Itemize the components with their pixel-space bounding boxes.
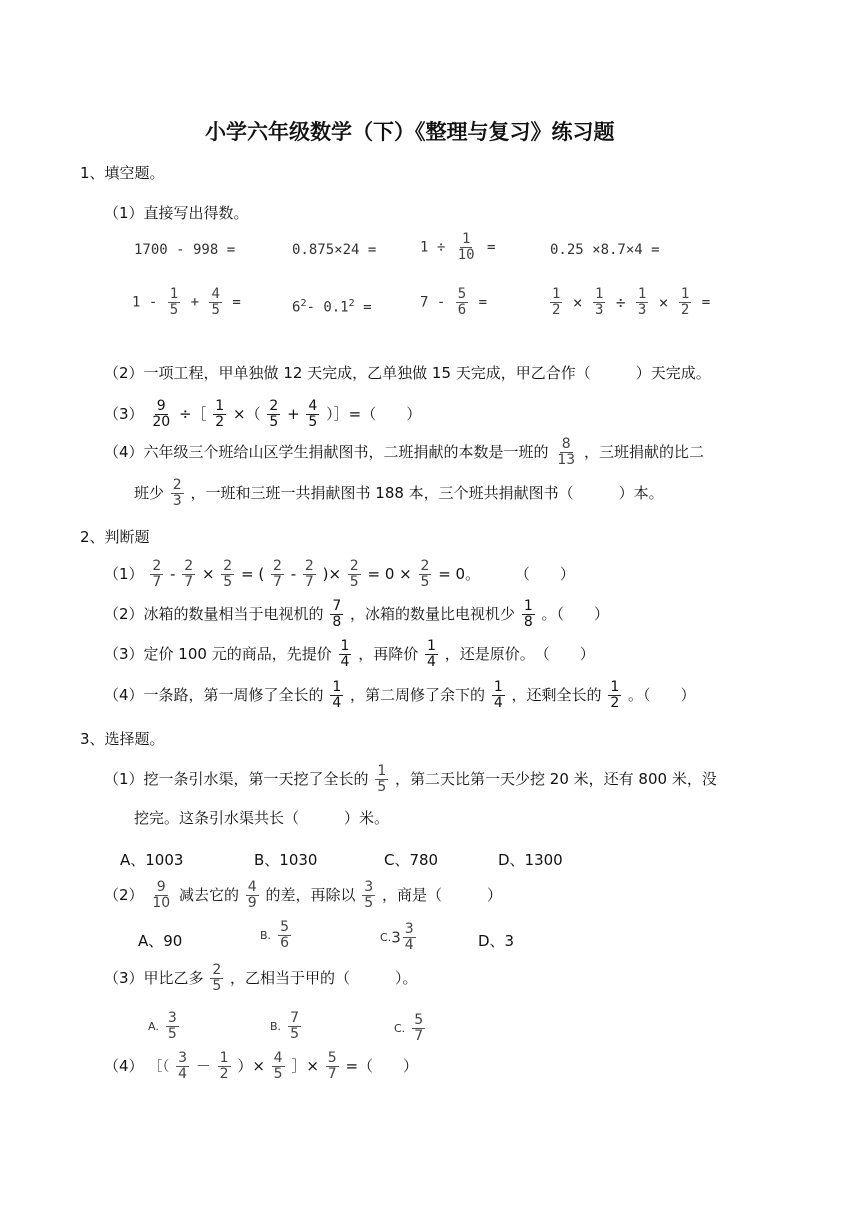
s3-q2: （2） $\frac{9}{10}$ 减去它的 $\frac{4}{9}$ 的差，再除以 $\frac{3}{5}$ ，商是（ ） bbox=[104, 879, 502, 911]
s2-q2: （2）冰箱的数量相当于电视机的 $\frac{7}{8}$ ，冰箱的数量比电视机少 $\frac{1}{8}$ 。（ ） bbox=[104, 598, 610, 630]
s3-q2-option-c: C.3 $\frac{3}{4}$ bbox=[380, 921, 414, 953]
s2-q4: （4）一条路，第一周修了全长的 $\frac{1}{4}$ ，第二周修了余下的 $\frac{1}{4}$ ，还剩全长的 $\frac{1}{2}$ 。（ ） bbox=[104, 679, 696, 711]
s2-q1: （1） $\frac{2}{7}$ - $\frac{2}{7}$ × $\frac{2}{5}$ = ( $\frac{2}{7}$ - $\frac{2}{7}$ )× $\frac{2}{5}$ = 0 × $\frac{2}{5}$ = 0。 （ ） bbox=[104, 558, 575, 590]
s3-q1-line1: （1）挖一条引水渠，第一天挖了全长的 $\frac{1}{5}$ ，第二天比第一天少挖 20 米，还有 800 米，没 bbox=[104, 763, 717, 795]
s3-q3-option-b: B. $\frac{7}{5}$ bbox=[270, 1010, 300, 1042]
calc-c: 1 ÷ $\frac{1}{10}$ = bbox=[420, 231, 496, 263]
s1-q2: （2）一项工程，甲单独做 12 天完成，乙单独做 15 天完成，甲乙合作（ ）天完成。 bbox=[104, 364, 711, 382]
page-title: 小学六年级数学（下）《整理与复习》练习题 bbox=[205, 120, 615, 144]
s1-q1-label: （1）直接写出得数。 bbox=[104, 204, 249, 222]
s1-q3: （3） $\frac{9}{20}$ ÷［ $\frac{1}{2}$ ×（ $\frac{2}{5}$ + $\frac{4}{5}$ ）］=（ ） bbox=[104, 398, 422, 430]
calc-e: 1 - $\frac{1}{5}$ + $\frac{4}{5}$ = bbox=[132, 286, 241, 318]
calc-h: $\frac{1}{2}$ × $\frac{1}{3}$ ÷ $\frac{1}{3}$ × $\frac{1}{2}$ = bbox=[552, 286, 711, 318]
s3-q3-option-c: C. $\frac{5}{7}$ bbox=[394, 1012, 424, 1044]
calc-g: 7 - $\frac{5}{6}$ = bbox=[420, 286, 488, 318]
s3-q2-option-b: B. $\frac{5}{6}$ bbox=[260, 919, 290, 951]
s3-q1-option-a: A、1003 bbox=[120, 851, 184, 869]
calc-f: $6^2-$ $0.1^2$ = bbox=[292, 298, 372, 316]
s3-q1-option-d: D、1300 bbox=[498, 851, 563, 869]
s3-q4: （4） ［（ $\frac{3}{4}$ － $\frac{1}{2}$ ）× $\frac{4}{5}$ ］× $\frac{5}{7}$ =（ ） bbox=[104, 1050, 419, 1082]
s3-q2-option-a: A、90 bbox=[138, 932, 183, 950]
section-2-heading: 2、判断题 bbox=[80, 528, 150, 546]
calc-a: 1700 - 998 = bbox=[134, 242, 236, 258]
s1-q4-line1: （4）六年级三个班给山区学生捐献图书，二班捐献的本数是一班的 $\frac{8}{13}$ ，三班捐献的比二 bbox=[104, 436, 704, 468]
section-3-heading: 3、选择题。 bbox=[80, 730, 165, 748]
s3-q1-option-c: C、780 bbox=[384, 851, 439, 869]
s3-q3-option-a: A. $\frac{3}{5}$ bbox=[148, 1010, 177, 1042]
s3-q3: （3）甲比乙多 $\frac{2}{5}$ ，乙相当于甲的（ ）。 bbox=[104, 962, 418, 994]
calc-d: 0.25 ×8.7×4 = bbox=[550, 242, 660, 258]
s3-q1-option-b: B、1030 bbox=[254, 851, 318, 869]
s3-q2-option-d: D、3 bbox=[478, 932, 515, 950]
s3-q1-line2: 挖完。这条引水渠共长（ ）米。 bbox=[134, 809, 390, 827]
s1-q4-line2: 班少 $\frac{2}{3}$ ，一班和三班一共捐献图书 188 本，三个班共捐献图书（ ）本。 bbox=[134, 477, 664, 509]
s2-q3: （3）定价 100 元的商品，先提价 $\frac{1}{4}$ ，再降价 $\frac{1}{4}$ ，还是原价。 （ ） bbox=[104, 638, 595, 670]
calc-b: 0.875×24 = bbox=[292, 242, 377, 258]
section-1-heading: 1、填空题。 bbox=[80, 164, 165, 182]
